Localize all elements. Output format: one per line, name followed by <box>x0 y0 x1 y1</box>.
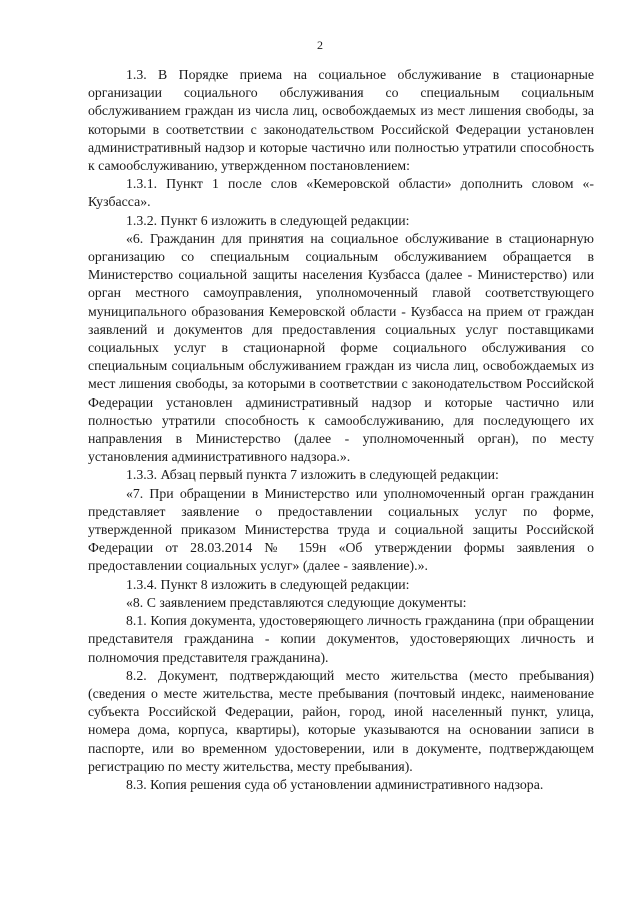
page-number: 2 <box>317 38 323 52</box>
paragraph-1-3-4: 1.3.4. Пункт 8 изложить в следующей редакции: <box>126 576 410 592</box>
paragraph-1-3: 1.3. В Порядке приема на социальное обслуживание в стационарные организации социального обслуживания со специальным социальным обслуживанием граждан из числа лиц, освобождаемых из мест лишения свободы, за которыми в соответствии с законодательством Российской Федерации установлен административный надзор и которые частично или полностью утратили способность к самообслуживанию, утвержденном постановлением: <box>88 67 594 174</box>
paragraph-1-3-3: 1.3.3. Абзац первый пункта 7 изложить в следующей редакции: <box>126 467 499 483</box>
paragraph-point-8: «8. С заявлением представляются следующие документы: <box>126 594 467 610</box>
document-body <box>88 66 594 794</box>
paragraph-8-1: 8.1. Копия документа, удостоверяющего личность гражданина (при обращении представителя гражданина - копии документов, удостоверяющих личность и полномочия представителя гражданина). <box>88 613 594 665</box>
paragraph-1-3-2: 1.3.2. Пункт 6 изложить в следующей редакции: <box>126 212 410 228</box>
paragraph-point-6: «6. Гражданин для принятия на социальное обслуживание в стационарную организацию со специальным социальным обслуживанием обращается в Министерство социальной защиты населения Кузбасса (далее - Министерство) или орган местного самоуправления, уполномоченный главой соответствующего муниципального образования Кемеровской области - Кузбасса на прием от граждан заявлений и документов для предоставления социальных услуг поставщиками социальных услуг в стационарной форме социального обслуживания со специальным социальным обслуживанием граждан из числа лиц, освобождаемых из мест лишения свободы, за которыми в соответствии с законодательством Российской Федерации установлен административный надзор и которые частично или полностью утратили способность к самообслуживанию, для последующего их направления в Министерство (далее - уполномоченный орган), по месту установления административного надзора.». <box>88 230 594 465</box>
paragraph-8-3: 8.3. Копия решения суда об установлении административного надзора. <box>126 776 544 792</box>
paragraph-8-2: 8.2. Документ, подтверждающий место жительства (место пребывания) (сведения о месте жительства, месте пребывания (почтовый индекс, наименование субъекта Российской Федерации, район, город, иной населенный пункт, улица, номера дома, корпуса, квартиры), которые указываются на основании записи в паспорте, или во временном удостоверении, или в документе, подтверждающем регистрацию по месту жительства, месту пребывания). <box>88 667 594 774</box>
paragraph-point-7: «7. При обращении в Министерство или уполномоченный орган гражданин представляет заявление о предоставлении социальных услуг по форме, утвержденной приказом Министерства труда и социальной защиты Российской Федерации от 28.03.2014 № 159н «Об утверждении формы заявления о предоставлении социальных услуг» (далее - заявление).». <box>88 485 594 574</box>
paragraph-1-3-1: 1.3.1. Пункт 1 после слов «Кемеровской области» дополнить словом «- Кузбасса». <box>88 176 594 210</box>
